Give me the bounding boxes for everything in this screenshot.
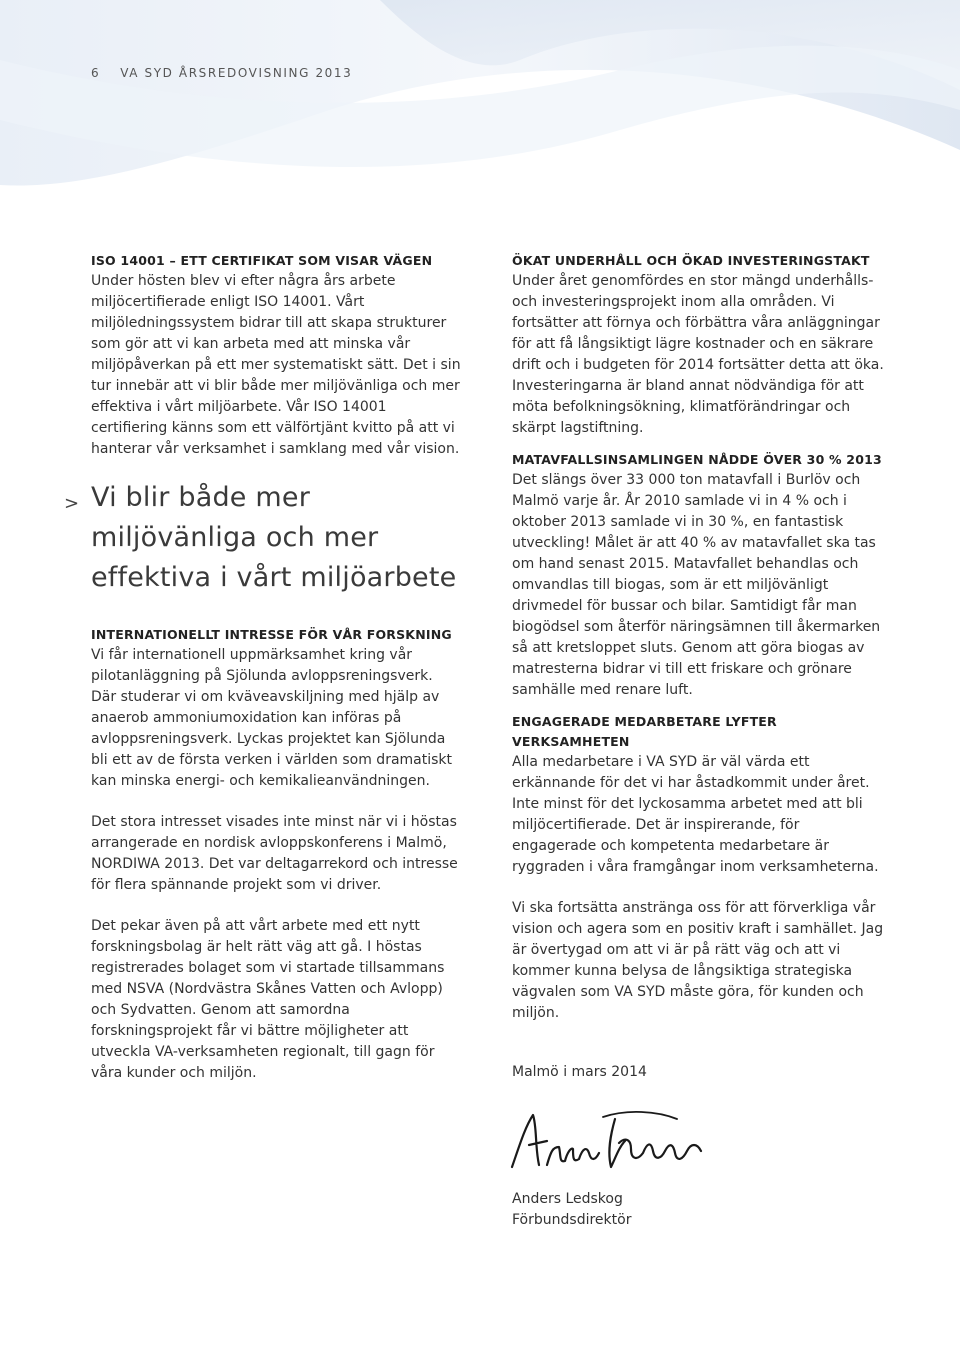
staff-paragraph-2: Vi ska fortsätta anstränga oss för att förverkliga vår vision och agera som en positiv kraft i samhället. Jag är övertygad om att vi är på rätt väg och att vi kommer kunna belysa de långsiktiga strategiska vägvalen som VA SYD måste göra, för kunden och miljön. (512, 900, 884, 1021)
research-paragraph-1: Vi får internationell uppmärksamhet kring vår pilotanläggning på Sjölunda avloppsreningsverk. Där studerar vi om kväveavskiljning med hjälp av anaerob ammoniumoxidation kan införas på avloppsreningsverk. Lyckas projektet kan Sjölunda bli ett av de första verken i världen som dramatiskt kan minska energi- och kemikalieanvändningen. (91, 647, 453, 789)
maintenance-section-body: Under året genomfördes en stor mängd underhålls- och investeringsprojekt inom alla områden. Vi fortsätter att förnya och förbättra våra anläggningar för att få långsiktigt lägre kostnader och en säkrare drift och i budgeten för 2014 fortsätter detta att öka. Investeringarna är bland annat nödvändiga för att möta befolkningsökning, klimatförändringar och skärpt lagstiftning. (512, 273, 884, 436)
left-column (64, 251, 461, 1084)
pull-quote-text: Vi blir både mer miljövänliga och mer effektiva i vårt miljöarbete (91, 482, 457, 593)
place-date: Malmö i mars 2014 (512, 1064, 647, 1080)
research-paragraph-2: Det stora intresset visades inte minst när vi i höstas arrangerade en nordisk avloppskonferens i Malmö, NORDIWA 2013. Det var deltagarrekord och intresse för flera spännande projekt som vi driver. (91, 814, 458, 893)
iso-section-heading: ISO 14001 – ETT CERTIFIKAT SOM VISAR VÄGEN (91, 253, 433, 268)
staff-section-heading: ENGAGERADE MEDARBETARE LYFTER VERKSAMHETEN (512, 714, 777, 749)
foodwaste-section-heading: MATAVFALLSINSAMLINGEN NÅDDE ÖVER 30 % 2013 (512, 452, 882, 467)
page-number: 6 (91, 66, 101, 80)
right-column (512, 251, 884, 1231)
maintenance-section-heading: ÖKAT UNDERHÅLL OCH ÖKAD INVESTERINGSTAKT (512, 253, 870, 268)
research-section-heading: INTERNATIONELLT INTRESSE FÖR VÅR FORSKNING (91, 627, 452, 642)
quote-marker-icon: > (64, 493, 80, 514)
publication-title: VA SYD ÅRSREDOVISNING 2013 (120, 66, 353, 80)
page-header (91, 66, 352, 80)
staff-paragraph-1: Alla medarbetare i VA SYD är väl värda ett erkännande för det vi har åstadkommit under året. Inte minst för det lyckosamma arbetet med att bli miljöcertifierade. Det är inspirerande, för engagerade och kompetenta medarbetare är ryggraden i våra framgångar inom verksamheterna. (512, 754, 879, 875)
iso-section-body: Under hösten blev vi efter några års arbete miljöcertifierade enligt ISO 14001. Vårt miljöledningssystem bidrar till att skapa strukturer som gör att vi kan arbeta med att minska vår miljöpåverkan på ett mer systematiskt sätt. Det i sin tur innebär att vi blir både mer miljövänliga och mer effektiva i vårt miljöarbete. Vår ISO 14001 certifiering känns som ett välförtjänt kvitto på att vi hanterar vår verksamhet i samklang med vår vision. (91, 273, 461, 457)
signatory-title: Förbundsdirektör (512, 1212, 632, 1228)
pull-quote (64, 478, 461, 598)
foodwaste-section-body: Det slängs över 33 000 ton matavfall i Burlöv och Malmö varje år. År 2010 samlade vi in 4 % och i oktober 2013 samlade vi in 30 %, en fantastisk utveckling! Målet är att 40 % av matavfallet ska tas om hand senast 2015. Matavfallet behandlas och omvandlas till biogas, som är ett miljövänligt drivmedel för bussar och bilar. Samtidigt får man biogödsel som återför näringsämnen till åkermarken så att kretsloppet sluts. Genom att göra biogas av matresterna bidrar vi till ett friskare och grönare samhälle med renare luft. (512, 472, 881, 698)
signatory-name: Anders Ledskog (512, 1191, 623, 1207)
signature-image (507, 1107, 707, 1179)
research-paragraph-3: Det pekar även på att vårt arbete med ett nytt forskningsbolag är helt rätt väg att gå. I höstas registrerades bolaget som vi startade tillsammans med NSVA (Nordvästra Skånes Vatten och Avlopp) och Sydvatten. Genom att samordna forskningsprojekt får vi bättre möjligheter att utveckla VA-verksamheten regionalt, till gagn för våra kunder och miljön. (91, 918, 445, 1081)
background-swoosh (0, 0, 960, 240)
